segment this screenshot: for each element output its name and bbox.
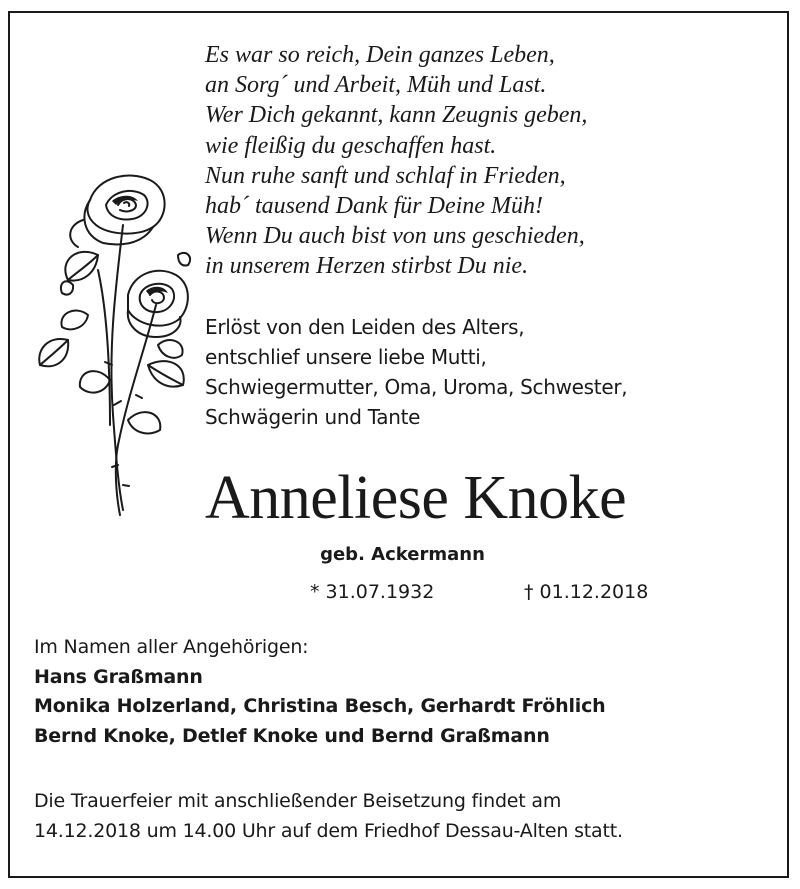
poem-line: Es war so reich, Dein ganzes Leben, xyxy=(205,42,555,68)
intro-line: Schwägerin und Tante xyxy=(205,405,421,429)
poem-line: hab´ tausend Dank für Deine Müh! xyxy=(205,193,543,220)
roses-illustration-icon xyxy=(28,165,198,525)
poem-line: in unserem Herzen stirbst Du nie. xyxy=(205,253,529,280)
mourners-list xyxy=(34,633,774,751)
intro-line: entschlief unsere liebe Mutti, xyxy=(205,345,487,369)
funeral-line: Die Trauerfeier mit anschließender Beisetzung findet am xyxy=(34,790,562,812)
mourner-line: Bernd Knoke, Detlef Knoke und Bernd Graßmann xyxy=(34,724,550,747)
mourner-line: Hans Graßmann xyxy=(34,665,203,688)
funeral-line: 14.12.2018 um 14.00 Uhr auf dem Friedhof Dessau-Alten statt. xyxy=(34,819,623,842)
poem-line: an Sorg´ und Arbeit, Müh und Last. xyxy=(205,72,547,99)
deceased-name: Anneliese Knoke xyxy=(205,464,627,532)
birth-date: * 31.07.1932 xyxy=(310,581,435,603)
poem-line: Nun ruhe sanft und schlaf in Frieden, xyxy=(205,162,566,189)
death-date: † 01.12.2018 xyxy=(524,581,649,603)
poem-line: Wer Dich gekannt, kann Zeugnis geben, xyxy=(205,102,588,129)
intro-line: Erlöst von den Leiden des Alters, xyxy=(205,315,525,339)
mourner-line: Monika Holzerland, Christina Besch, Gerhardt Fröhlich xyxy=(34,695,606,717)
birth-name: geb. Ackermann xyxy=(320,544,485,565)
intro-line: Schwiegermutter, Oma, Uroma, Schwester, xyxy=(205,375,628,399)
funeral-notice xyxy=(34,787,774,846)
announcement-intro xyxy=(205,312,765,432)
mourners-intro: Im Namen aller Angehörigen: xyxy=(34,636,309,658)
poem-line: wie fleißig du geschaffen hast. xyxy=(205,132,497,159)
memorial-poem xyxy=(205,40,765,282)
poem-line: Wenn Du auch bist von uns geschieden, xyxy=(205,223,585,250)
